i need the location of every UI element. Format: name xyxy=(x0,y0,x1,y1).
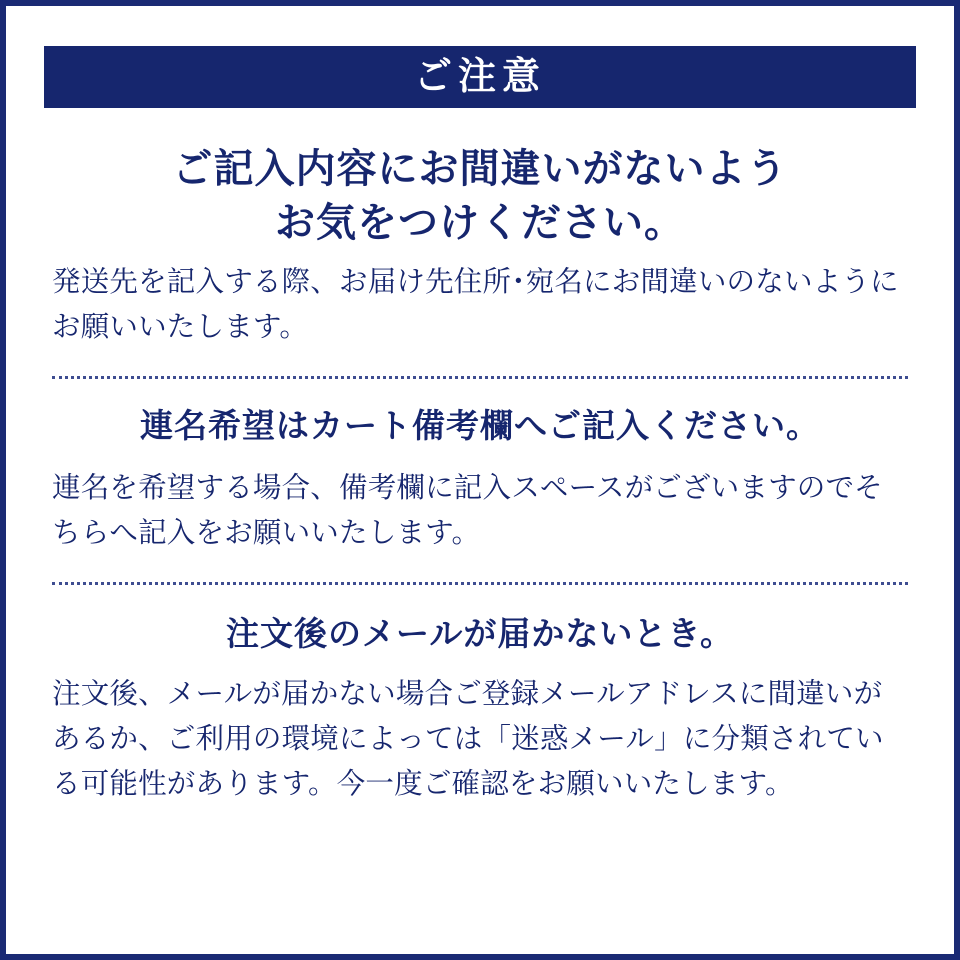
section-heading xyxy=(52,142,908,250)
section-joint-name xyxy=(52,405,908,556)
notice-inner xyxy=(12,12,948,948)
section-body: 発送先を記入する際、お届け先住所･宛名にお間違いのないようにお願いいたします。 xyxy=(52,266,899,344)
section-heading-line-1: ご記入内容にお間違いがないよう xyxy=(172,147,788,191)
section-input-accuracy xyxy=(52,142,908,350)
section-divider xyxy=(52,582,908,585)
section-body: 連名を希望する場合、備考欄に記入スペースがございますのでそちらへ記入をお願いいたします。 xyxy=(52,471,883,549)
section-body: 注文後、メールが届かない場合ご登録メールアドレスに間違いがあるか、ご利用の環境によっては「迷惑メール」に分類されている可能性があります。今一度ご確認をお願いいたします。 xyxy=(52,677,884,800)
notice-content xyxy=(52,124,908,938)
section-email-not-received xyxy=(52,613,908,807)
page-title: ご注意 xyxy=(413,56,546,98)
section-divider xyxy=(52,376,908,379)
section-heading: 注文後のメールが届かないとき。 xyxy=(225,614,735,652)
section-heading: 連名希望はカート備考欄へご記入ください。 xyxy=(140,407,820,445)
notice-header-bar xyxy=(44,46,916,108)
section-heading-line-2: お気をつけください。 xyxy=(275,201,685,245)
